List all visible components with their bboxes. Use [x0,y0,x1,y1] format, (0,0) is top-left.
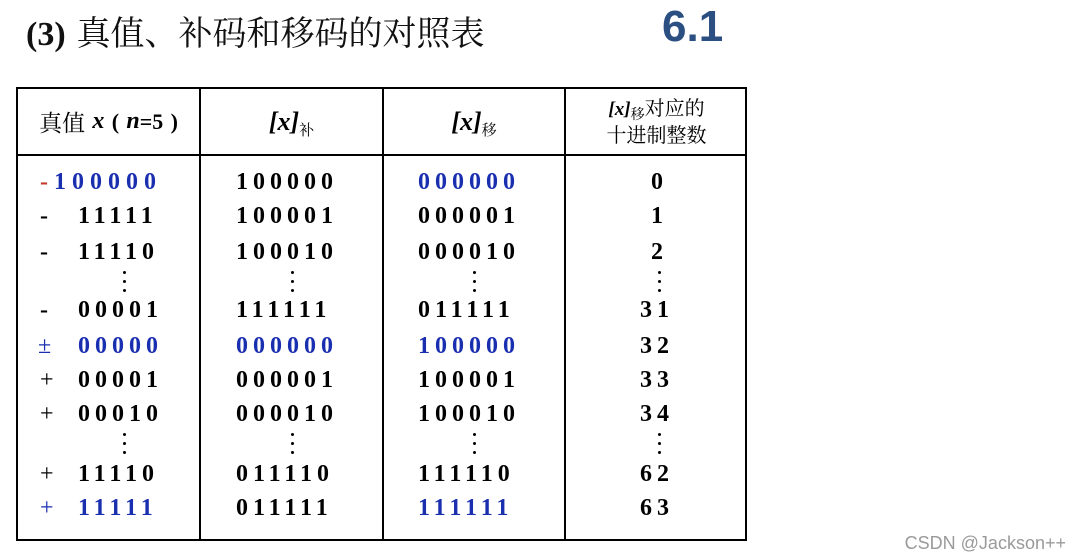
header-complement-sub: 补 [299,121,315,139]
sign-cell: + [40,367,59,393]
header-decimal-tail: 对应的 [644,96,705,120]
decimal-cell: 34 [640,401,674,427]
header-biased [384,89,564,154]
biased-cell: 011111 [418,297,515,323]
sign-cell: - [40,203,53,229]
complement-cell: 000000 [236,333,338,359]
page-title [26,6,484,55]
header-paren-open: ( [111,108,120,134]
comparison-table [16,87,747,541]
header-true-value [18,89,199,154]
header-decimal-x: [x] [608,99,631,120]
complement-cell: 100000 [236,169,338,195]
sign-cell: - [40,297,53,323]
title-text: 真值、补码和移码的对照表 [76,14,485,54]
true-value-cell [40,167,162,197]
ellipsis-dots [656,269,662,295]
sign-cell: ± [38,333,57,359]
ellipsis-dots [289,269,295,295]
sign-cell: + [40,495,59,521]
decimal-cell: 33 [640,367,674,393]
column-divider [382,89,384,539]
decimal-cell: 32 [640,333,674,359]
true-value-cell: 11111 [78,203,158,229]
column-divider [199,89,201,539]
biased-cell: 000001 [418,203,520,229]
true-value-cell: 11110 [78,461,160,487]
column-divider [564,89,566,539]
complement-cell: 011111 [236,495,333,521]
header-decimal-sub: 移 [630,107,645,123]
header-paren-close: ) [170,108,178,134]
decimal-cell: 1 [651,203,668,229]
title-number: (3) [26,16,66,53]
header-decimal [566,89,747,154]
biased-cell: 000010 [418,239,520,265]
header-eq: =5 [139,108,164,134]
ellipsis-dots [471,431,477,457]
header-biased-sub: 移 [481,121,497,139]
true-value-cell: 00010 [78,401,163,427]
header-decimal-line2: 十进制整数 [606,123,707,147]
header-biased-x: [x] [451,106,482,136]
decimal-cell: 31 [640,297,674,323]
true-value-cell: 00000 [78,333,163,359]
header-x: x [92,108,105,134]
biased-cell: 000000 [418,169,520,195]
watermark: CSDN @Jackson++ [904,533,1066,553]
complement-cell: 100010 [236,239,338,265]
complement-cell: 000001 [236,367,338,393]
header-true-label: 真值 [39,111,86,137]
sign-cell: + [40,401,59,427]
ellipsis-dots [289,431,295,457]
biased-cell: 100000 [418,333,520,359]
sign-cell: - [40,239,53,265]
complement-cell: 011110 [236,461,335,487]
true-value-cell: 00001 [78,297,163,323]
biased-cell: 100001 [418,367,520,393]
header-complement-x: [x] [268,106,300,136]
biased-cell: 100010 [418,401,520,427]
true-value-cell: 11110 [78,239,160,265]
section-badge: 6.1 [662,2,724,51]
decimal-cell: 63 [640,495,674,521]
ellipsis-dots [471,269,477,295]
header-n: n [126,108,140,134]
biased-cell: 111111 [418,495,514,521]
header-complement [201,89,382,154]
complement-cell: 100001 [236,203,338,229]
sign-cell: + [40,461,59,487]
decimal-cell: 0 [651,169,668,195]
true-value-cell: 00001 [78,367,163,393]
ellipsis-dots [121,431,127,457]
header-divider [18,154,745,156]
ellipsis-dots [656,431,662,457]
true-digits: 100000 [54,169,162,195]
complement-cell: 000010 [236,401,338,427]
decimal-cell: 2 [651,239,668,265]
ellipsis-dots [121,269,127,295]
biased-cell: 111110 [418,461,515,487]
complement-cell: 111111 [236,297,332,323]
true-value-cell: 11111 [78,495,158,521]
sign: - [40,169,54,195]
decimal-cell: 62 [640,461,674,487]
